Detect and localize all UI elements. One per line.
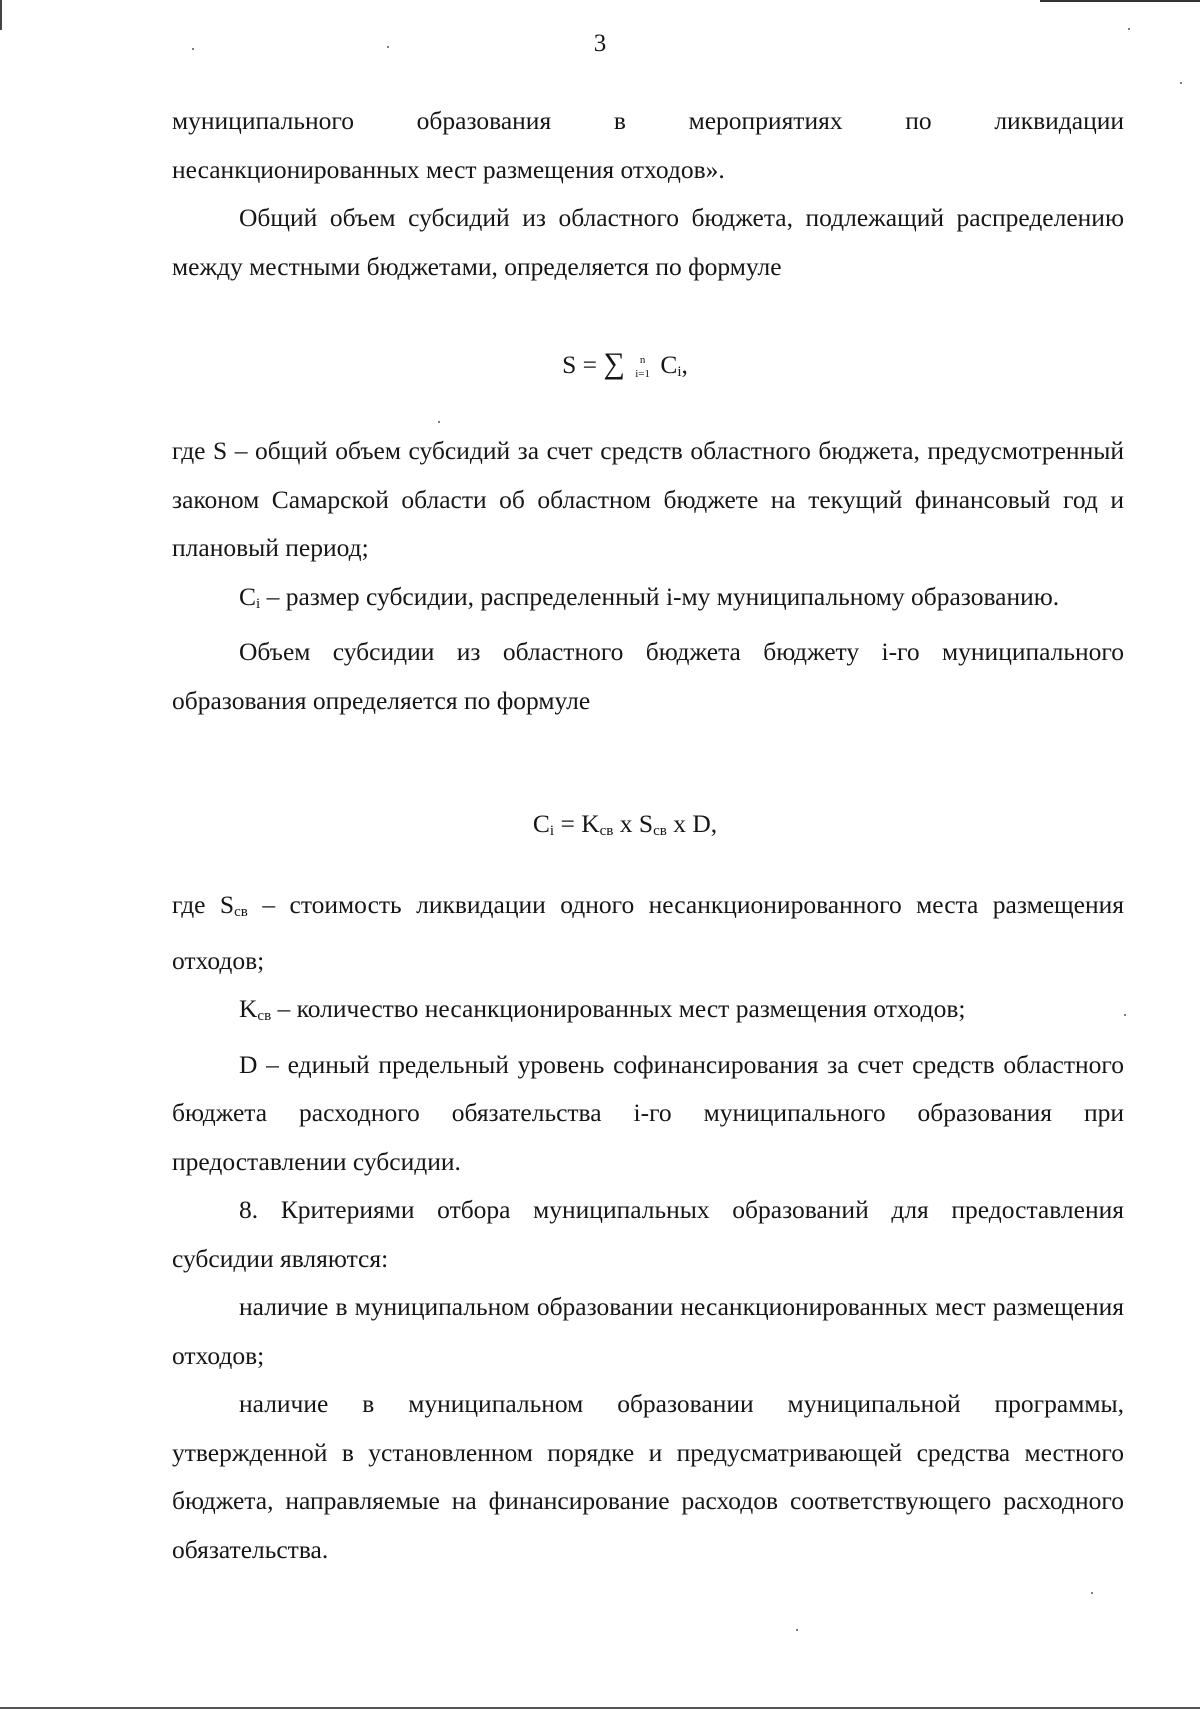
word: ликвидации — [994, 106, 1125, 135]
scan-speck — [438, 421, 440, 423]
paragraph-3: где S – общий объем субсидий за счет средств областного бюджета, предусмотренный законом Самарской области об областном бюджете на текущий финансовый год и плановый период; — [172, 436, 1124, 562]
paragraph-5: Объем субсидии из областного бюджета бюджету i-го муниципального образования определяется по формуле — [172, 637, 1124, 715]
word: мероприятиях — [688, 106, 843, 135]
body-text-bottom — [172, 881, 1124, 1574]
paragraph-6 — [172, 881, 1124, 985]
formula2-x2: x D, — [666, 809, 718, 838]
scan-speck — [1180, 82, 1182, 84]
scan-speck — [192, 48, 194, 50]
paragraph-2: Общий объем субсидий из областного бюджета, подлежащий распределению между местными бюджетами, определяется по формуле — [172, 203, 1124, 281]
word: муниципального — [172, 106, 354, 135]
scan-speck — [796, 1629, 798, 1631]
scan-speck — [1128, 28, 1130, 30]
top-scan-border — [1040, 0, 1200, 2]
sum-lower-limit: i=1 — [635, 368, 650, 381]
formula2-k-sub: св — [599, 823, 614, 839]
formula-total-subsidy — [0, 340, 1200, 396]
paragraph-9: 8. Критериями отбора муниципальных образований для предоставления субсидии являются: — [172, 1195, 1124, 1273]
formula-term-subscript: i — [677, 364, 682, 380]
paragraph-10: наличие в муниципальном образовании несанкционированных мест размещения отходов; — [172, 1292, 1124, 1370]
page-number: 3 — [593, 30, 607, 57]
formula2-x1: x S — [613, 809, 654, 838]
formula-eq: = — [582, 350, 598, 379]
body-text-top — [172, 97, 1124, 291]
sum-upper-limit: n — [639, 354, 646, 367]
body-text-middle — [172, 427, 1124, 725]
paragraph-1-line-1 — [172, 97, 1124, 146]
paragraph-11: наличие в муниципальном образовании муниципальной программы, утвержденной в установленном порядке и предусматривающей средства местного бюджета, направляемые на финансирование расходов соответствующего расходного обязательства. — [172, 1389, 1124, 1564]
ci-symbol: C — [239, 581, 257, 611]
formula2-eq: = K — [554, 809, 600, 838]
formula2-c: C — [532, 809, 550, 838]
paragraph-4 — [172, 573, 1124, 629]
paragraph-7-subscript: св — [257, 1008, 272, 1024]
scan-speck — [1124, 1014, 1126, 1016]
sum-limits — [635, 353, 650, 381]
formula2-c-sub: i — [549, 823, 555, 839]
paragraph-7-text: – количество несанкционированных мест размещения отходов; — [271, 994, 966, 1023]
formula-comma: , — [681, 350, 688, 379]
scan-speck — [387, 46, 389, 48]
word: образования — [416, 106, 552, 135]
paragraph-7 — [172, 985, 1124, 1041]
formula-lhs: S — [562, 350, 577, 379]
paragraph-8: D – единый предельный уровень софинансирования за счет средств областного бюджета расходного обязательства i-го муниципального образования при предоставлении субсидии. — [172, 1049, 1124, 1176]
paragraph-4-text: – размер субсидии, распределенный i-му муниципальному образованию. — [260, 581, 1060, 611]
ci-subscript: i — [256, 595, 261, 612]
paragraph-6-start: где S — [172, 890, 235, 919]
paragraph-7-start: K — [239, 994, 258, 1023]
paragraph-6-subscript: св — [234, 904, 248, 920]
scan-speck — [1091, 1592, 1093, 1594]
word: в — [613, 106, 626, 135]
paragraph-1-line-2: несанкционированных мест размещения отходов». — [172, 154, 725, 184]
formula-subsidy-volume — [0, 800, 1200, 855]
sum-symbol: ∑ — [603, 347, 625, 380]
paragraph-6-text: – стоимость ликвидации одного несанкционированного места размещения отходов; — [172, 890, 1124, 975]
left-scan-border — [0, 0, 2, 30]
word: по — [905, 106, 932, 135]
formula2-s-sub: св — [653, 823, 667, 839]
formula-term: C — [660, 350, 678, 379]
